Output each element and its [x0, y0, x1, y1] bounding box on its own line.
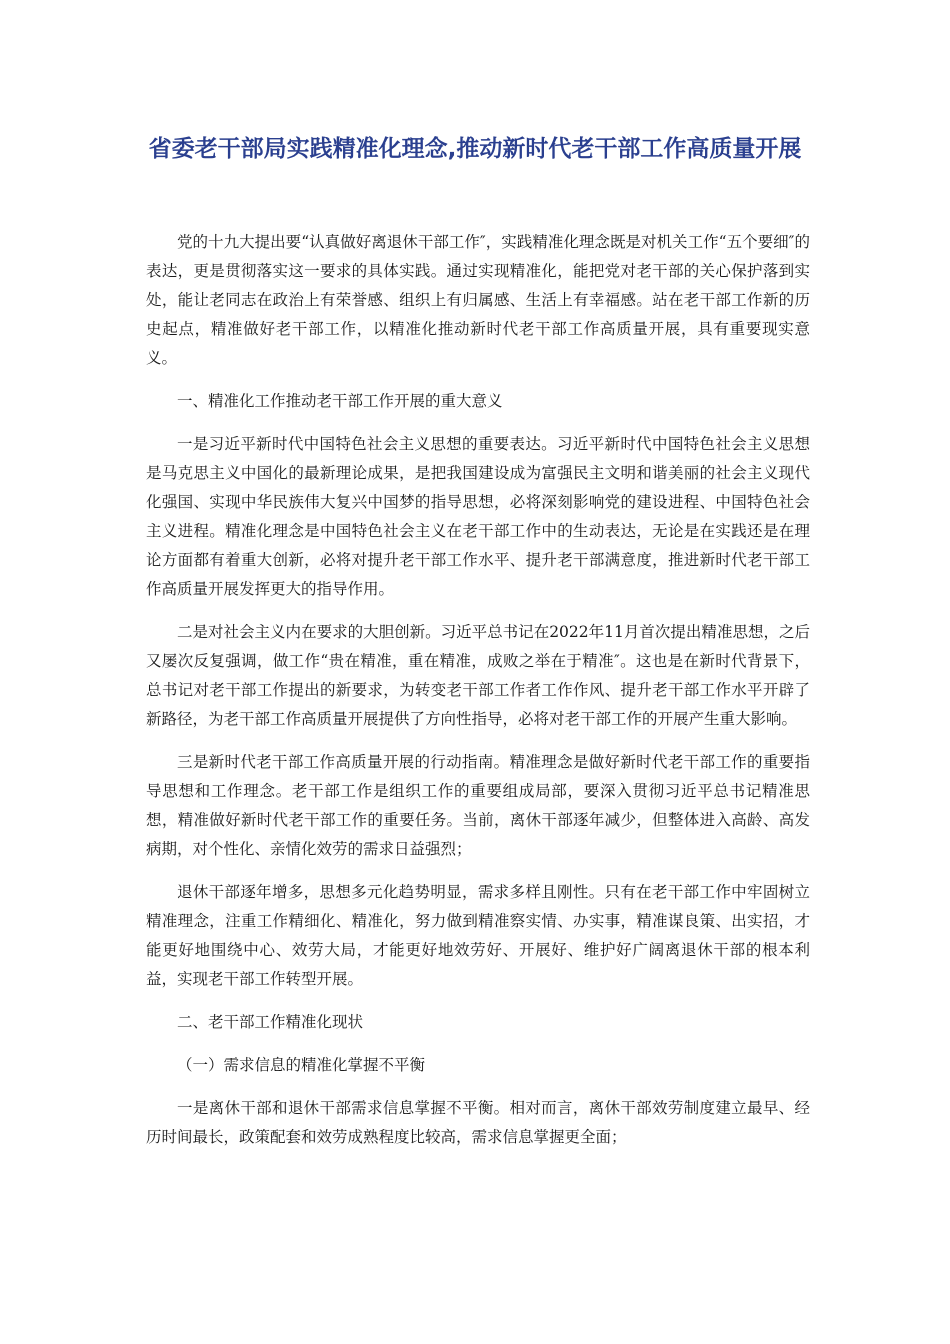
- document-title: 省委老干部局实践精准化理念,推动新时代老干部工作高质量开展: [148, 136, 802, 162]
- document-body: [146, 228, 810, 1166]
- paragraph-retired-cadres: 退休干部逐年增多，思想多元化趋势明显，需求多样且刚性。只有在老干部工作中牢固树立精准理念，注重工作精细化、精准化，努力做到精准察实情、办实事，精准谋良策、出实招，才能更好地围绕中心、效劳大局，才能更好地效劳好、开展好、维护好广阔离退休干部的根本利益，实现老干部工作转型开展。: [146, 883, 810, 988]
- paragraph-point-3: 三是新时代老干部工作高质量开展的行动指南。精准理念是做好新时代老干部工作的重要指导思想和工作理念。老干部工作是组织工作的重要组成局部，要深入贯彻习近平总书记精准思想，精准做好新时代老干部工作的重要任务。当前，离休干部逐年减少，但整体进入高龄、高发病期，对个性化、亲情化效劳的需求日益强烈；: [146, 753, 810, 858]
- paragraph-imbalance: 一是离休干部和退休干部需求信息掌握不平衡。相对而言，离休干部效劳制度建立最早、经历时间最长，政策配套和效劳成熟程度比较高，需求信息掌握更全面；: [146, 1099, 810, 1146]
- paragraph-intro: 党的十九大提出要“认真做好离退休干部工作″，实践精准化理念既是对机关工作“五个要细″的表达，更是贯彻落实这一要求的具体实践。通过实现精准化，能把党对老干部的关心保护落到实处，能让老同志在政治上有荣誉感、组织上有归属感、生活上有幸福感。站在老干部工作新的历史起点，精准做好老干部工作，以精准化推动新时代老干部工作高质量开展，具有重要现实意义。: [146, 233, 810, 367]
- paragraph-point-1: 一是习近平新时代中国特色社会主义思想的重要表达。习近平新时代中国特色社会主义思想是马克思主义中国化的最新理论成果，是把我国建设成为富强民主文明和谐美丽的社会主义现代化强国、实现中华民族伟大复兴中国梦的指导思想，必将深刻影响党的建设进程、中国特色社会主义进程。精准化理念是中国特色社会主义在老干部工作中的生动表达，无论是在实践还是在理论方面都有着重大创新，必将对提升老干部工作水平、提升老干部满意度，推进新时代老干部工作高质量开展发挥更大的指导作用。: [146, 435, 810, 598]
- section-heading-1: 一、精准化工作推动老干部工作开展的重大意义: [177, 392, 503, 410]
- subsection-heading-1: （一）需求信息的精准化掌握不平衡: [177, 1056, 426, 1074]
- section-heading-2: 二、老干部工作精准化现状: [177, 1013, 364, 1031]
- paragraph-point-2: 二是对社会主义内在要求的大胆创新。习近平总书记在2022年11月首次提出精准思想，之后又屡次反复强调，做工作“贵在精准，重在精准，成败之举在于精准″。这也是在新时代背景下，总书记对老干部工作提出的新要求，为转变老干部工作者工作作风、提升老干部工作水平开辟了新路径，为老干部工作高质量开展提供了方向性指导，必将对老干部工作的开展产生重大影响。: [146, 623, 810, 728]
